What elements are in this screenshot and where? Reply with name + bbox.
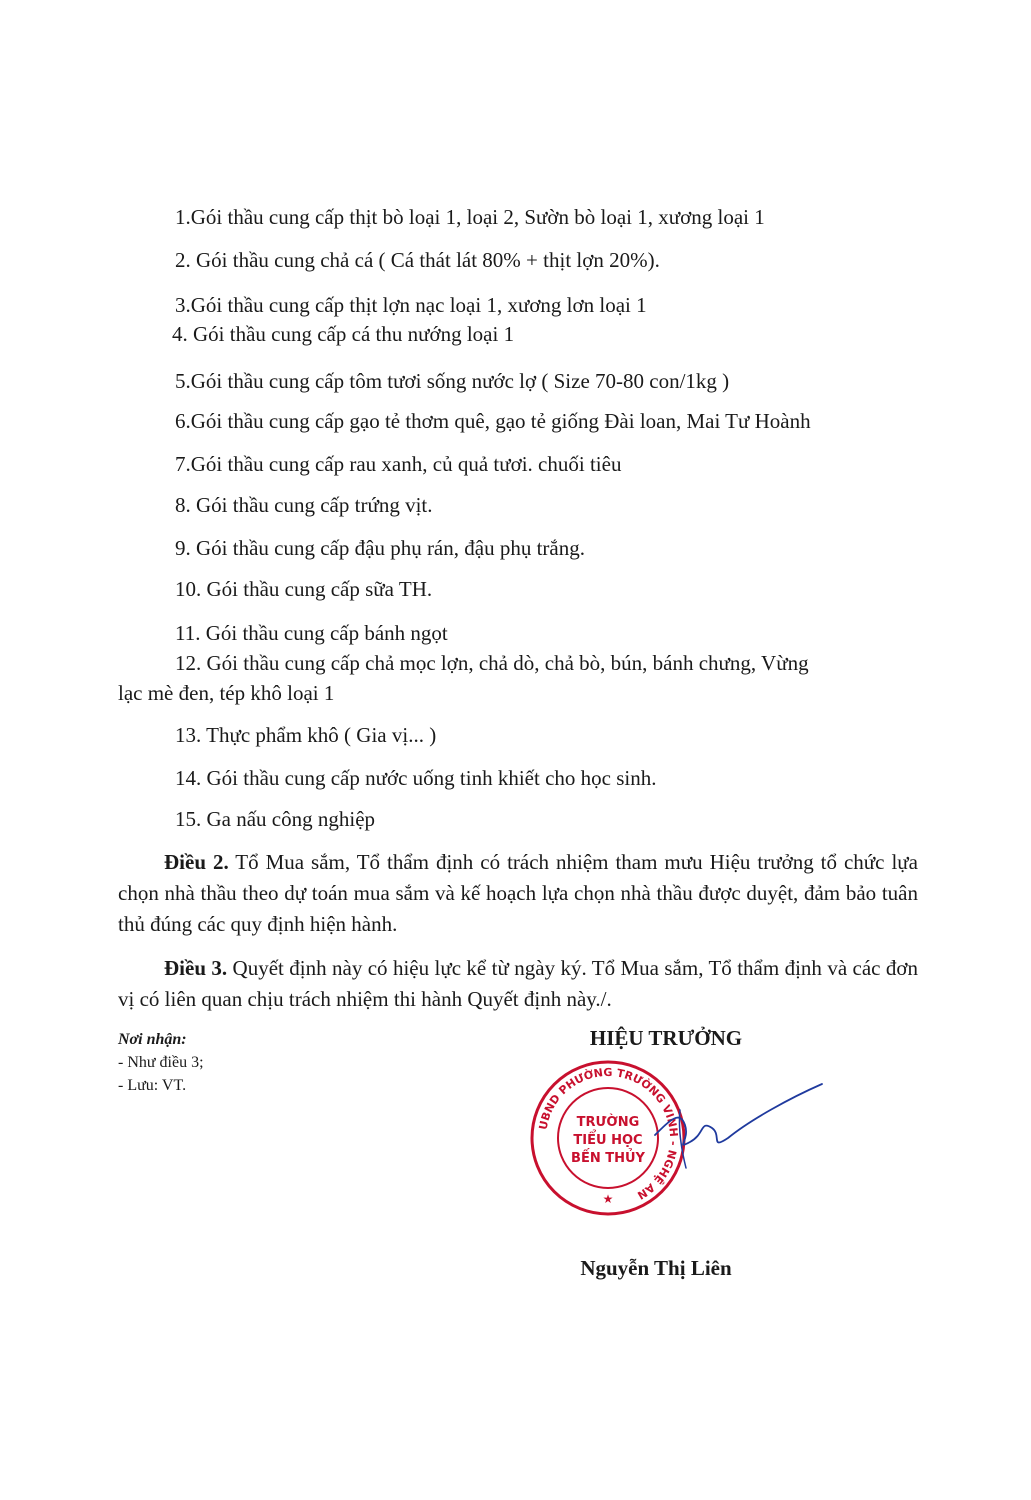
stamp-ring-text: UBND PHƯỜNG TRƯỜNG VINH - NGHỆ AN [536,1065,681,1202]
recipient-line: - Lưu: VT. [118,1077,187,1094]
list-item: 15. Ga nấu công nghiệp [175,807,376,831]
list-item: 7.Gói thầu cung cấp rau xanh, củ quả tươi. chuối tiêu [175,452,622,476]
handwritten-signature [650,1080,830,1180]
recipients-block [118,1028,204,1097]
list-item: 9. Gói thầu cung cấp đậu phụ rán, đậu phụ trắng. [175,536,585,560]
stamp-line-1: TRƯỜNG [576,1115,640,1130]
list-item-continuation: lạc mè đen, tép khô loại 1 [118,681,335,705]
recipients-heading: Nơi nhận: [118,1031,187,1048]
list-item: 12. Gói thầu cung cấp chả mọc lợn, chả dò, chả bò, bún, bánh chưng, Vừng [175,651,809,675]
list-item: 11. Gói thầu cung cấp bánh ngọt [175,621,448,645]
list-item: 8. Gói thầu cung cấp trứng vịt. [175,493,433,517]
article-3-text: Quyết định này có hiệu lực kể từ ngày ký. Tổ Mua sắm, Tổ thẩm định và các đơn vị có liên quan chịu trách nhiệm thi hành Quyết định này./. [118,956,919,1011]
article-2-label: Điều 2. [164,850,229,874]
stamp-star-icon: ★ [602,1192,614,1206]
signer-title: HIỆU TRƯỞNG [589,1026,743,1050]
stamp-line-3: BẾN THỦY [571,1151,645,1166]
article-2 [118,847,918,940]
list-item: 6.Gói thầu cung cấp gạo tẻ thơm quê, gạo tẻ giống Đài loan, Mai Tư Hoành [175,409,811,433]
recipient-line: - Như điều 3; [118,1054,204,1071]
article-3-label: Điều 3. [164,956,228,980]
list-item: 5.Gói thầu cung cấp tôm tươi sống nước lợ ( Size 70-80 con/1kg ) [175,369,730,393]
list-item: 1.Gói thầu cung cấp thịt bò loại 1, loại 2, Sườn bò loại 1, xương loại 1 [175,205,765,229]
list-item: 2. Gói thầu cung chả cá ( Cá thát lát 80% + thịt lợn 20%). [175,248,660,272]
article-2-text: Tổ Mua sắm, Tổ thẩm định có trách nhiệm tham mưu Hiệu trưởng tổ chức lựa chọn nhà thầu theo dự toán mua sắm và kế hoạch lựa chọn nhà thầu được duyệt, đảm bảo tuân thủ đúng các quy định hiện hành. [118,850,918,936]
signer-name: Nguyễn Thị Liên [580,1256,732,1280]
list-item: 3.Gói thầu cung cấp thịt lợn nạc loại 1, xương lơn loại 1 [175,293,647,317]
list-item: 14. Gói thầu cung cấp nước uống tinh khiết cho học sinh. [175,766,657,790]
list-item: 4. Gói thầu cung cấp cá thu nướng loại 1 [172,322,515,346]
article-3 [118,953,918,1015]
list-item: 10. Gói thầu cung cấp sữa TH. [175,577,433,601]
list-item: 13. Thực phẩm khô ( Gia vị... ) [175,723,437,747]
stamp-line-2: TIỂU HỌC [573,1133,643,1148]
